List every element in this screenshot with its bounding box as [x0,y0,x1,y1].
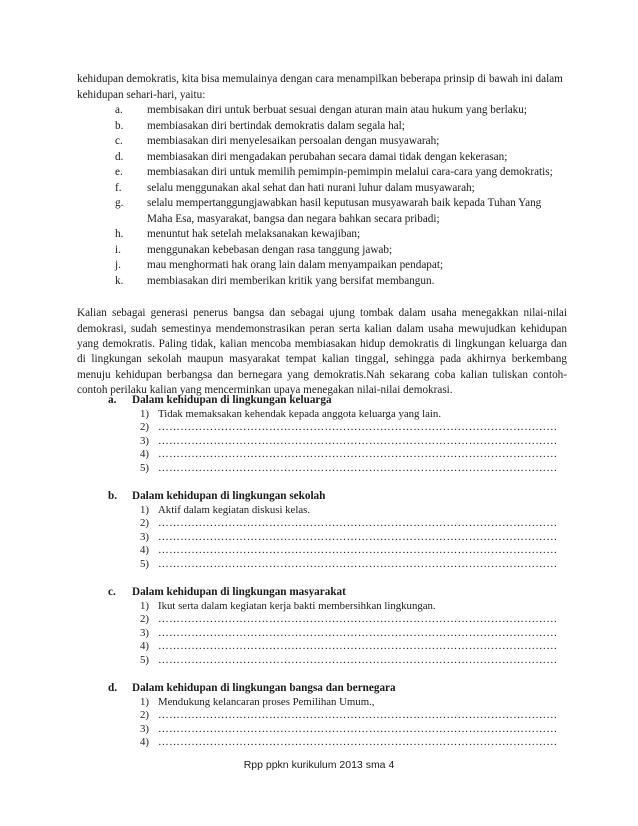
answer-item [140,557,558,571]
item-number: 1) [140,504,149,516]
item-number: 2) [140,613,149,626]
list-text: membiasakan diri memberikan kritik yang bersifat membangun. [147,274,435,287]
list-text: menggunakan kebebasan dengan rasa tanggung jawab; [147,243,393,256]
answer-blank[interactable]: ……………………………………………………………………………………………… [158,461,558,474]
body-paragraph: Kalian sebagai generasi penerus bangsa dan sebagai ujung tombak dalam usaha menegakkan nilai-nilai demokrasi, sudah semestinya mendemonstrasikan peran serta kalian dalam usaha mewujudkan kehidupan yang demokratis. Paling tidak, kalian mencoba membiasakan hidup demokratis di lingkungan keluarga dan di lingkungan sekolah maupun masyarakat tempat kalian tinggal, sehingga pada akhirnya berkembang menuju kehidupan berbangsa dan bernegara yang demokratis.Nah sekarang coba kalian tuliskan contoh-contoh perilaku kalian yang mencerminkan upaya menegakan nilai-nilai demokrasi. [77,307,567,397]
section-masyarakat [108,584,558,667]
item-number: 5) [140,461,149,474]
answer-item [140,709,558,722]
answer-blank[interactable]: ……………………………………………………………………………………………… [158,640,558,653]
answer-item [140,461,558,475]
item-number: 3) [140,434,149,447]
answer-item [140,504,528,517]
item-number: 4) [140,736,149,749]
section-title: Dalam kehidupan di lingkungan sekolah [132,490,326,502]
list-item [77,196,567,227]
answer-blank[interactable]: ……………………………………………………………………………………………… [158,530,558,543]
answer-item [140,613,558,626]
answer-blank[interactable]: ……………………………………………………………………………………………… [158,448,558,461]
list-item [77,227,567,243]
answer-item [140,722,558,736]
intro-text: kehidupan demokratis, kita bisa memulainya dengan cara menampilkan beberapa prinsip di bawah ini dalam kehidupan sehari-hari, yaitu: [77,73,563,101]
answer-item [140,653,558,667]
answer-blank[interactable]: ……………………………………………………………………………………………… [158,613,558,626]
list-item [77,258,567,274]
section-heading [108,680,528,696]
item-number: 5) [140,557,149,570]
list-text: membiasakan diri menyelesaikan persoalan dengan musyawarah; [147,135,440,147]
list-text: mau menghormati hak orang lain dalam menyampaikan pendapat; [147,259,444,271]
item-text: Ikut serta dalam kegiatan kerja bakti membersihkan lingkungan. [158,600,436,612]
answer-blank[interactable]: ……………………………………………………………………………………………… [158,517,558,530]
answer-list [108,504,558,571]
list-text: membisakan diri untuk berbuat sesuai dengan aturan main atau hukum yang berlaku; [147,104,527,116]
list-text: menuntut hak setelah melaksanakan kewajiban; [147,228,361,240]
item-number: 5) [140,653,149,666]
item-number: 2) [140,709,149,722]
answer-item [140,530,558,544]
answer-item [140,626,558,640]
intro-block [77,72,567,289]
item-number: 4) [140,640,149,653]
list-item [77,165,567,181]
section-bangsa-negara [108,680,558,750]
list-item [77,243,567,259]
answer-list [108,600,558,667]
section-title: Dalam kehidupan di lingkungan keluarga [132,394,332,406]
list-marker: i. [115,243,121,256]
section-letter: b. [108,490,118,502]
item-number: 2) [140,421,149,434]
section-letter: c. [108,586,116,598]
answer-item [140,448,558,461]
answer-item [140,640,558,653]
section-heading [108,488,528,504]
list-marker: f. [115,181,122,194]
list-marker: h. [115,228,124,240]
answer-item [140,696,528,709]
list-marker: c. [115,135,123,147]
list-item [77,150,567,166]
item-number: 1) [140,600,149,612]
answer-blank[interactable]: ……………………………………………………………………………………………… [158,709,558,722]
section-letter: d. [108,682,118,694]
list-item [77,119,567,135]
list-text: membiasakan diri mengadakan perubahan secara damai tidak dengan kekerasan; [147,150,508,163]
answer-blank[interactable]: ……………………………………………………………………………………………… [158,557,558,570]
list-item [77,181,567,197]
list-item [77,274,567,290]
list-marker: e. [115,166,123,178]
answer-blank[interactable]: ……………………………………………………………………………………………… [158,736,558,749]
answer-item [140,421,558,434]
answer-list [108,696,558,750]
item-text: Aktif dalam kegiatan diskusi kelas. [158,504,311,516]
answer-blank[interactable]: ……………………………………………………………………………………………… [158,421,558,434]
answer-blank[interactable]: ……………………………………………………………………………………………… [158,434,558,447]
page-footer: Rpp ppkn kurikulum 2013 sma 4 [243,759,395,771]
item-number: 4) [140,448,149,461]
section-heading [108,584,528,600]
section-title: Dalam kehidupan di lingkungan bangsa dan bernegara [132,682,396,694]
list-text: membiasakan diri untuk memilih pemimpin-pemimpin melalui cara-cara yang demokratis; [147,166,553,178]
answer-item [140,544,558,557]
list-marker: d. [115,150,124,163]
list-text: selalu menggunakan akal sehat dan hati nurani luhur dalam musyawarah; [147,181,475,194]
answer-item [140,408,528,421]
item-text: Tidak memaksakan kehendak kepada anggota keluarga yang lain. [158,408,442,420]
section-keluarga [108,392,558,475]
answer-list [108,408,558,475]
answer-blank[interactable]: ……………………………………………………………………………………………… [158,653,558,666]
section-heading [108,392,528,408]
section-sekolah [108,488,558,571]
answer-item [140,434,558,448]
item-number: 1) [140,408,149,420]
principle-list [77,103,567,289]
item-number: 3) [140,722,149,735]
item-number: 2) [140,517,149,530]
list-item [77,134,567,150]
item-number: 3) [140,626,149,639]
list-marker: k. [115,274,124,287]
answer-item [140,600,528,613]
list-marker: b. [115,119,124,132]
item-text: Mendukung kelancaran proses Pemilihan Umum., [158,696,375,708]
section-title: Dalam kehidupan di lingkungan masyarakat [132,586,346,598]
list-text: membiasakan diri bertindak demokratis dalam segala hal; [147,119,405,132]
list-marker: a. [115,104,123,116]
item-number: 3) [140,530,149,543]
answer-blank[interactable]: ……………………………………………………………………………………………… [158,722,558,735]
answer-item [140,736,558,749]
answer-blank[interactable]: ……………………………………………………………………………………………… [158,626,558,639]
answer-item [140,517,558,530]
list-item [77,103,567,119]
list-marker: g. [115,197,124,209]
list-text: selalu mempertanggungjawabkan hasil keputusan musyawarah baik kepada Tuhan Yang Maha Esa, masyarakat, bangsa dan negara bahkan secara pribadi; [147,197,542,225]
item-number: 1) [140,696,149,708]
section-letter: a. [108,394,117,406]
item-number: 4) [140,544,149,557]
list-marker: j. [115,259,121,271]
answer-blank[interactable]: ……………………………………………………………………………………………… [158,544,558,557]
